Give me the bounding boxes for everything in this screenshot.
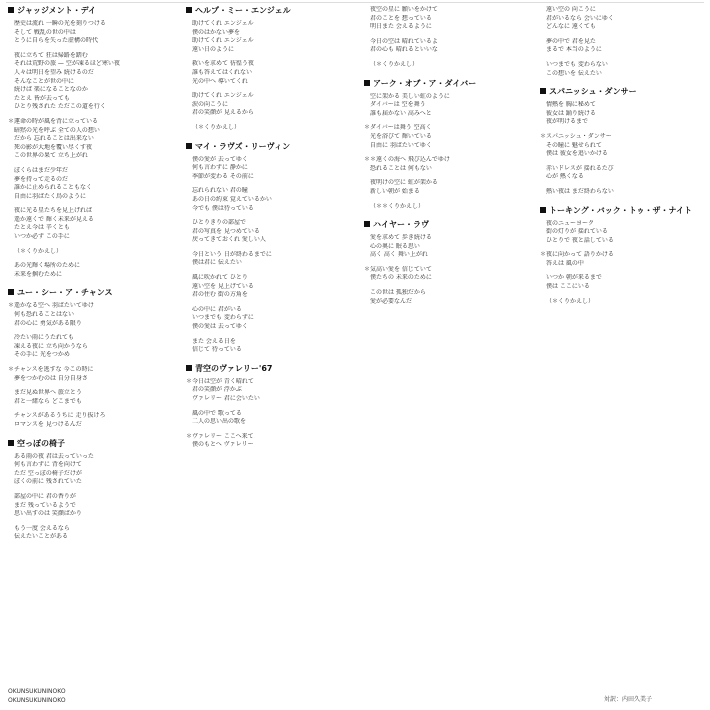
lyric-line: 明日また 会えるように — [370, 23, 432, 31]
lyric-line: 戻ってきておくれ 愛しい人 — [192, 236, 266, 244]
lyric-line: 凍える夜に 立ち向かうなら — [14, 342, 88, 350]
stanza — [186, 124, 351, 133]
lyric-line: 空に架かる 美しい虹のように — [370, 92, 450, 100]
lyric-line: 誰も答えてはくれない — [192, 68, 253, 76]
lyric-line: ＊＊遠くの海へ 飛び込んでゆけ — [364, 156, 450, 164]
stanza — [364, 179, 529, 196]
lyric-line: いつまでも 変わらずに — [192, 314, 254, 322]
stanza — [8, 389, 173, 406]
lyric-line: 助けてくれ エンジェル — [192, 37, 254, 45]
stanza — [540, 298, 705, 307]
stanza — [364, 124, 529, 150]
lyric-line: 僕は君に 伝えたい — [192, 259, 242, 267]
song-title — [364, 79, 529, 89]
song-title — [364, 220, 529, 230]
lyric-line: とうに自らを失った虚構の時代 — [14, 37, 99, 45]
lyric-line: 自由に羽ばたく鳥のように — [14, 192, 87, 200]
stanza — [8, 366, 173, 383]
square-bullet-icon — [186, 365, 192, 371]
stanza — [540, 274, 705, 291]
song-title-text: マイ・ラヴズ・リーヴィン — [195, 141, 291, 151]
stanza — [540, 165, 705, 182]
lyric-line: 君と一緒なら どこまでも — [14, 397, 82, 405]
lyrics-column-4 — [540, 6, 705, 706]
lyric-line: ひとりで 夜と話している — [546, 236, 614, 244]
stanza — [186, 156, 351, 182]
square-bullet-icon — [8, 289, 14, 295]
square-bullet-icon — [364, 80, 370, 86]
lyric-line: 遠い空の 向こうに — [546, 6, 596, 13]
song-title-text: ユー・シー・ア・チャンス — [17, 288, 113, 298]
song-title — [186, 6, 351, 16]
stanza — [540, 251, 705, 268]
stanza — [540, 6, 705, 32]
lyric-line: 二人の思い出の歌を — [192, 418, 247, 426]
stanza — [186, 92, 351, 118]
stanza — [540, 38, 705, 55]
lyric-line: 自由に 羽ばたいてゆく — [370, 141, 432, 149]
lyric-line: ダイバーは 空を舞う — [370, 101, 426, 109]
song-section — [8, 439, 173, 542]
song-title — [8, 288, 173, 298]
song-title-text: トーキング・バック・トゥ・ザ・ナイト — [549, 205, 692, 215]
lyric-line: いつか必ず この手に — [14, 233, 70, 241]
lyric-line: 君の笑顔が 見えるから — [192, 109, 254, 117]
lyric-line: 何も言わずに 背を向けて — [14, 461, 82, 469]
stanza — [364, 289, 529, 306]
stanza — [364, 6, 529, 32]
lyric-line: この世は 孤独だから — [370, 289, 426, 297]
lyric-line: たとえ今は 辛くとも — [14, 224, 70, 232]
stanza — [8, 20, 173, 46]
lyric-line: （＊くりかえし） — [14, 247, 63, 255]
lyric-line: 夜に立ちて 狂は帰路を踏む — [14, 51, 88, 59]
lyric-line: 彼女は 踊り続ける — [546, 109, 596, 117]
lyric-line: 今日という 日が終わるまでに — [192, 250, 272, 258]
lyric-line: ヴァレリー 君に会いたい — [192, 395, 260, 402]
top-rule — [6, 2, 704, 3]
song-section — [364, 79, 529, 212]
stanza — [8, 334, 173, 360]
lyric-line: 君の写真を 見つめている — [192, 227, 260, 235]
song-section — [364, 220, 529, 306]
lyric-line: 何も言わずに 静かに — [192, 164, 248, 172]
song-title-text: 青空のヴァレリー'67 — [195, 363, 273, 373]
lyric-line: 新しい朝が 始まる — [370, 187, 420, 195]
lyric-line: 夜明けの空に 虹が架かる — [370, 179, 438, 187]
lyric-line: 答えは 風の中 — [546, 259, 584, 267]
lyric-line: 僕のはかない夢を — [192, 28, 241, 36]
lyric-line: 誰かに止められることもなく — [14, 184, 93, 192]
song-section — [8, 288, 173, 429]
lyric-line: まるで 本当のように — [546, 46, 602, 54]
lyric-line: 未来を掴むために — [14, 270, 63, 278]
square-bullet-icon — [540, 88, 546, 94]
lyric-line: 季節が変わる その前に — [192, 172, 254, 180]
lyric-line: まだ 残っているようで — [14, 501, 76, 509]
stanza — [8, 167, 173, 201]
lyric-line: 助けてくれ エンジェル — [192, 20, 254, 27]
lyric-line: 続けば 楽になることなのか — [14, 86, 88, 94]
lyric-line: 君がいるなら 会いにゆく — [546, 14, 614, 22]
lyric-line: 高く 高く 舞い上がれ — [370, 251, 428, 259]
song-section — [540, 6, 705, 78]
lyric-line: この想いを 伝えたい — [546, 69, 602, 77]
lyric-line: また 会える日を — [192, 337, 236, 345]
lyric-line: 遠い空を 見上げている — [192, 282, 254, 290]
lyric-line: 僕の愛が 去ってゆく — [192, 155, 248, 163]
lyric-line: 愛が必要なんだ — [370, 297, 413, 305]
lyric-line: （＊＊くりかえし） — [370, 202, 425, 210]
lyric-line: ＊スパニッシュ・ダンサー — [540, 132, 612, 140]
lyric-line: 夜が明けるまで — [546, 118, 589, 126]
lyric-line: いつか 朝が来るまで — [546, 274, 602, 282]
stanza — [186, 187, 351, 213]
song-section — [186, 142, 351, 355]
song-title — [8, 439, 173, 449]
song-title-text: ヘルプ・ミー・エンジェル — [195, 6, 291, 15]
lyric-line: 光の中へ 導いてくれ — [192, 77, 248, 85]
stanza — [540, 220, 705, 246]
song-section — [364, 6, 529, 70]
lyric-line: ただ 空っぽの椅子だけが — [14, 469, 82, 477]
lyric-line: 街の灯りが 揺れている — [546, 228, 608, 236]
lyric-line: その手に 光をつかめ — [14, 351, 70, 359]
lyric-line: 僕は 彼女を追いかける — [546, 150, 608, 158]
lyric-line: ＊ヴァレリー ここへ来て — [186, 432, 254, 440]
lyric-line: 僕のもとへ ヴァレリー — [192, 441, 254, 449]
lyric-line: 熱い夜は まだ終わらない — [546, 187, 614, 195]
lyric-line: 愛を求めて 歩き続ける — [370, 234, 432, 242]
lyric-line: この世界の果て 立ち上がれ — [14, 152, 88, 160]
song-section — [8, 6, 173, 279]
lyric-line: チャンスがあるうちに 走り抜けろ — [14, 412, 106, 420]
lyric-line: 誰も届かない 高みへと — [370, 109, 432, 117]
lyric-line: 助けてくれ エンジェル — [192, 92, 254, 100]
lyric-line: ＊気高い愛を 信じていて — [364, 265, 432, 273]
stanza — [8, 52, 173, 112]
stanza — [186, 306, 351, 332]
lyric-line: ＊チャンスを逃すな 今この時に — [8, 366, 94, 373]
lyric-line: ロマンスを 見つけるんだ — [14, 420, 82, 428]
lyric-line: 心が 熱くなる — [546, 173, 584, 181]
lyric-line: 赤いドレスが 揺れるたび — [546, 164, 614, 172]
lyric-line: 遥か遠くで 輝く未来が見える — [14, 215, 94, 223]
lyric-line: 思い出すのは 笑顔ばかり — [14, 510, 82, 518]
square-bullet-icon — [8, 440, 14, 446]
lyric-line: 歴史は流れ 一瞬の光を刻りつける — [14, 20, 106, 27]
song-title — [8, 6, 173, 16]
stanza — [364, 93, 529, 119]
lyric-line: 夢の中で 君を見た — [546, 37, 596, 45]
stanza — [8, 412, 173, 429]
translator-credit: 対訳：内田久美子 — [604, 696, 653, 703]
square-bullet-icon — [364, 221, 370, 227]
song-title — [540, 206, 705, 216]
lyric-line: そんなことが世の中に — [14, 77, 75, 85]
stanza — [8, 118, 173, 161]
lyric-line: ある雨の夜 君は去っていった — [14, 452, 94, 460]
lyric-line: ひとり残された ただこの道を行く — [14, 103, 106, 111]
song-title-text: アーク・オブ・ア・ダイバー — [373, 78, 477, 88]
lyric-line: 夢を持って走るのだ — [14, 175, 69, 183]
lyric-line: 夜に光る星たちを見上げれば — [14, 207, 93, 215]
lyric-line: 君のことを 想っている — [370, 14, 432, 22]
lyric-line: だから 忘れることは出来ない — [14, 135, 94, 143]
lyric-line: 遠い日のように — [192, 45, 235, 53]
lyric-line: 今でも 僕は待っている — [192, 204, 254, 212]
stanza — [364, 38, 529, 55]
lyric-line: ひとりきりの部屋で — [192, 219, 247, 227]
lyric-line: もう一度 会えるなら — [14, 524, 70, 532]
lyric-line: 恐れることは 何もない — [370, 164, 432, 172]
footer-credit-left-1: OKUNSUKUNINOKO — [8, 688, 66, 695]
lyric-line: 部屋の中に 君の香りが — [14, 492, 76, 500]
stanza — [186, 274, 351, 300]
stanza — [186, 251, 351, 268]
stanza — [364, 203, 529, 212]
stanza — [186, 338, 351, 355]
lyric-line: 君の心も 晴れるといいな — [370, 46, 438, 54]
lyric-line: その瞳に 魅せられて — [546, 141, 602, 149]
square-bullet-icon — [8, 7, 14, 13]
lyric-line: ＊ダイバーは舞う 空高く — [364, 124, 432, 132]
lyric-line: 僕は ここにいる — [546, 283, 590, 291]
footer-credit-left-2: OKUNSUKUNINOKO — [8, 697, 66, 704]
lyric-line: 救いを求めて 彷徨う夜 — [192, 60, 254, 68]
stanza — [186, 20, 351, 54]
lyric-line: 暗黙の光を呼ぶ 全ての人の想い — [14, 126, 100, 134]
lyric-line: （＊くりかえし） — [370, 60, 419, 68]
lyric-line: 夜空の星に 願いをかけて — [370, 6, 438, 13]
square-bullet-icon — [540, 207, 546, 213]
lyric-line: ぼくの前に 残されていた — [14, 478, 82, 486]
stanza — [8, 207, 173, 241]
stanza — [8, 493, 173, 519]
lyric-line: 光を浴びて 輝いている — [370, 132, 432, 140]
lyric-line: 僕の愛は 去ってゆく — [192, 323, 248, 331]
lyrics-column-1 — [8, 6, 173, 706]
lyric-line: 心の中に 君がいる — [192, 305, 242, 313]
lyric-line: ＊遥かなる空へ 羽ばたいてゆけ — [8, 302, 94, 310]
lyric-line: 僕たちの 未来のために — [370, 274, 432, 282]
lyric-line: 心の奥に 眠る思い — [370, 242, 420, 250]
lyric-line: 風の中で 歌ってる — [192, 409, 242, 417]
lyric-line: 夜のニューヨーク — [546, 219, 595, 227]
lyric-line: 涙の向こうに — [192, 100, 229, 108]
stanza — [186, 433, 351, 450]
stanza — [8, 248, 173, 257]
lyric-line: それは荒野の旅 — 空が凍るほど寒い夜 — [14, 60, 120, 68]
lyric-line: 冷たい雨にうたれても — [14, 334, 75, 342]
song-section — [540, 87, 705, 196]
stanza — [8, 302, 173, 328]
lyric-line: あの日の約束 覚えているかい — [192, 195, 272, 203]
lyric-line: 君の心に 勇気がある限り — [14, 319, 82, 327]
lyric-line: 君の住む 街の方角を — [192, 291, 248, 299]
stanza — [364, 266, 529, 283]
lyric-line: そして 戦乱の世の中は — [14, 28, 76, 36]
song-title-text: スパニッシュ・ダンサー — [549, 87, 637, 97]
stanza — [8, 525, 173, 542]
stanza — [8, 453, 173, 487]
stanza — [540, 61, 705, 78]
stanza — [8, 262, 173, 279]
lyric-line: いつまでも 変わらない — [546, 60, 608, 68]
lyric-line: ＊今日は空が 青く晴れて — [186, 377, 254, 385]
song-section — [186, 364, 351, 450]
stanza — [186, 410, 351, 427]
stanza — [186, 219, 351, 245]
lyric-line: 今日の空は 晴れているよ — [370, 37, 438, 45]
lyric-line: 忘れられない 君の瞳 — [192, 187, 248, 195]
stanza — [364, 61, 529, 70]
song-section — [186, 6, 351, 133]
square-bullet-icon — [186, 7, 192, 13]
lyric-line: 風に吹かれて ひとり — [192, 274, 248, 282]
square-bullet-icon — [186, 143, 192, 149]
lyric-line: たとえ 皆が去っても — [14, 94, 70, 102]
stanza — [364, 156, 529, 173]
song-title-text: ハイヤー・ラヴ — [373, 220, 429, 230]
song-title-text: 空っぽの椅子 — [17, 438, 65, 448]
stanza — [540, 101, 705, 127]
song-title — [186, 142, 351, 152]
lyric-line: 伝えたいことがある — [14, 533, 69, 541]
stanza — [186, 60, 351, 86]
lyric-line: 何も恐れることはない — [14, 311, 75, 319]
lyric-line: ＊夜に向かって 語りかける — [540, 251, 614, 259]
song-title — [540, 87, 705, 97]
lyric-line: あの光輝く場所のために — [14, 262, 81, 270]
song-section — [540, 206, 705, 307]
stanza — [540, 133, 705, 159]
lyrics-column-3 — [364, 6, 529, 706]
lyric-line: 死の影が大地を覆い尽くす夜 — [14, 143, 93, 151]
lyric-line: まだ見ぬ世界へ 旅立とう — [14, 389, 82, 397]
song-title — [186, 364, 351, 374]
lyric-line: 人々は明日を望み 続けるのだ — [14, 68, 94, 76]
lyric-line: （＊くりかえし） — [192, 123, 241, 131]
lyric-line: （＊くりかえし） — [546, 297, 595, 305]
stanza — [540, 188, 705, 197]
lyric-line: ＊運命の時が風を背に立っている — [8, 117, 99, 125]
stanza — [186, 378, 351, 404]
lyric-line: 君の笑顔が 浮かぶ — [192, 386, 242, 394]
lyric-line: どんなに 遠くても — [546, 23, 596, 31]
lyrics-column-2 — [186, 6, 351, 706]
stanza — [364, 234, 529, 260]
lyric-line: 情熱を 胸に秘めて — [546, 101, 596, 109]
lyric-line: ぼくらはまだ少年だ — [14, 166, 69, 174]
lyric-line: 信じて 待っている — [192, 346, 242, 354]
lyric-line: 夢をつかむのは 自分自身さ — [14, 374, 88, 382]
song-title-text: ジャッジメント・デイ — [17, 6, 97, 15]
